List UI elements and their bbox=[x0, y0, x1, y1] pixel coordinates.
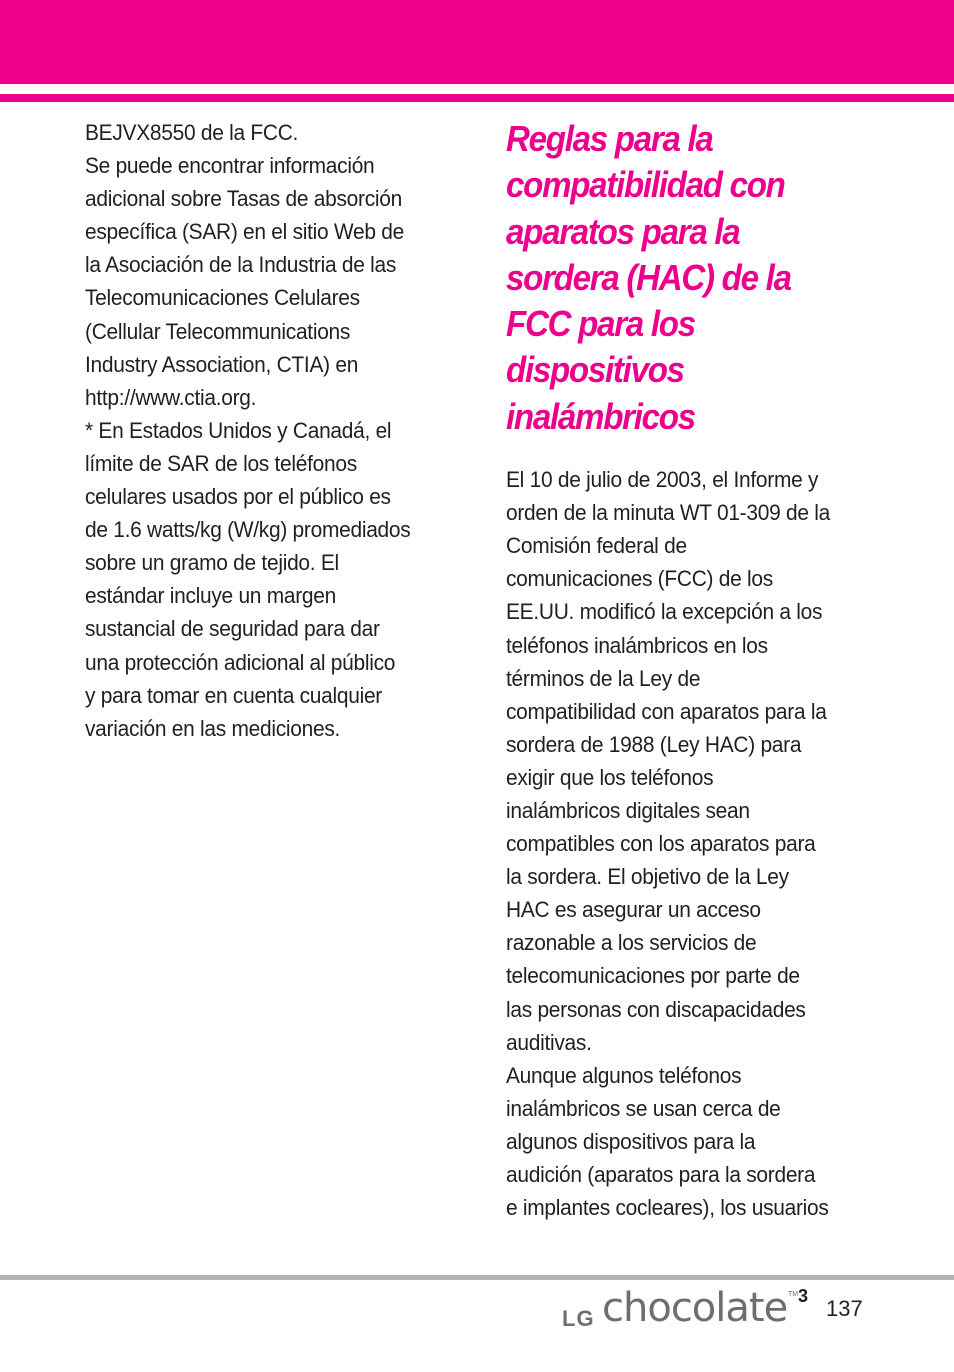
footer-rule bbox=[0, 1275, 954, 1280]
brand-prefix: LG bbox=[562, 1306, 595, 1331]
text-line: inalámbricos se usan cerca de bbox=[506, 1095, 781, 1121]
heading-line: sordera (HAC) de la bbox=[506, 256, 791, 298]
heading-line: aparatos para la bbox=[506, 210, 740, 252]
text-line: compatibilidad con aparatos para la bbox=[506, 698, 827, 724]
text-line: estándar incluye un margen bbox=[85, 583, 336, 609]
header-band bbox=[0, 0, 954, 84]
brand-trademark: TM bbox=[788, 1291, 799, 1298]
text-line: celulares usados por el público es bbox=[85, 484, 391, 510]
text-line: las personas con discapacidades bbox=[506, 996, 806, 1022]
text-line: la Asociación de la Industria de las bbox=[85, 252, 397, 278]
text-line: Comisión federal de bbox=[506, 533, 687, 559]
header-rule bbox=[0, 94, 954, 102]
text-line: HAC es asegurar un acceso bbox=[506, 897, 761, 923]
text-line: sordera de 1988 (Ley HAC) para bbox=[506, 731, 802, 757]
text-line: Aunque algunos teléfonos bbox=[506, 1062, 742, 1088]
text-line: (Cellular Telecommunications bbox=[85, 318, 351, 344]
text-line: inalámbricos digitales sean bbox=[506, 798, 750, 824]
text-line: específica (SAR) en el sitio Web de bbox=[85, 219, 404, 245]
text-line: audición (aparatos para la sordera bbox=[506, 1162, 816, 1188]
heading-line: Reglas para la bbox=[506, 118, 713, 159]
left-column bbox=[85, 116, 457, 745]
text-line: una protección adicional al público bbox=[85, 649, 396, 675]
heading-line: dispositivos bbox=[506, 349, 684, 391]
text-line: límite de SAR de los teléfonos bbox=[85, 450, 357, 476]
heading-line: FCC para los bbox=[506, 303, 695, 345]
text-line: adicional sobre Tasas de absorción bbox=[85, 186, 402, 212]
text-line: de 1.6 watts/kg (W/kg) promediados bbox=[85, 517, 411, 543]
text-line: compatibles con los aparatos para bbox=[506, 831, 816, 857]
text-line: y para tomar en cuenta cualquier bbox=[85, 682, 382, 708]
brand-number: 3 bbox=[798, 1286, 809, 1306]
text-line: teléfonos inalámbricos en los bbox=[506, 632, 768, 658]
text-line: sobre un gramo de tejido. El bbox=[85, 550, 339, 576]
text-line: variación en las mediciones. bbox=[85, 715, 341, 741]
section-body bbox=[506, 463, 878, 1224]
text-line: e implantes cocleares), los usuarios bbox=[506, 1195, 829, 1221]
heading-line: compatibilidad con bbox=[506, 164, 785, 206]
section-heading bbox=[506, 116, 878, 440]
text-line: Industry Association, CTIA) en bbox=[85, 351, 359, 377]
brand-name: chocolate bbox=[602, 1285, 788, 1331]
text-line: El 10 de julio de 2003, el Informe y bbox=[506, 467, 819, 493]
text-line: EE.UU. modificó la excepción a los bbox=[506, 599, 823, 625]
text-line: * En Estados Unidos y Canadá, el bbox=[85, 417, 392, 443]
text-line: auditivas. bbox=[506, 1029, 592, 1055]
text-line: comunicaciones (FCC) de los bbox=[506, 566, 773, 592]
text-line: sustancial de seguridad para dar bbox=[85, 616, 380, 642]
text-line: exigir que los teléfonos bbox=[506, 764, 714, 790]
right-column bbox=[506, 116, 878, 1224]
brand-logo bbox=[562, 1283, 812, 1335]
page-number: 137 bbox=[826, 1296, 863, 1321]
text-line: telecomunicaciones por parte de bbox=[506, 963, 800, 989]
heading-line: inalámbricos bbox=[506, 395, 695, 437]
text-line: la sordera. El objetivo de la Ley bbox=[506, 864, 789, 890]
text-line: razonable a los servicios de bbox=[506, 930, 757, 956]
text-line: Se puede encontrar información bbox=[85, 153, 375, 179]
text-line: BEJVX8550 de la FCC. bbox=[85, 120, 299, 145]
text-line: orden de la minuta WT 01-309 de la bbox=[506, 500, 830, 526]
text-line: algunos dispositivos para la bbox=[506, 1128, 756, 1154]
text-line: http://www.ctia.org. bbox=[85, 384, 257, 410]
text-line: términos de la Ley de bbox=[506, 665, 701, 691]
text-line: Telecomunicaciones Celulares bbox=[85, 285, 360, 311]
